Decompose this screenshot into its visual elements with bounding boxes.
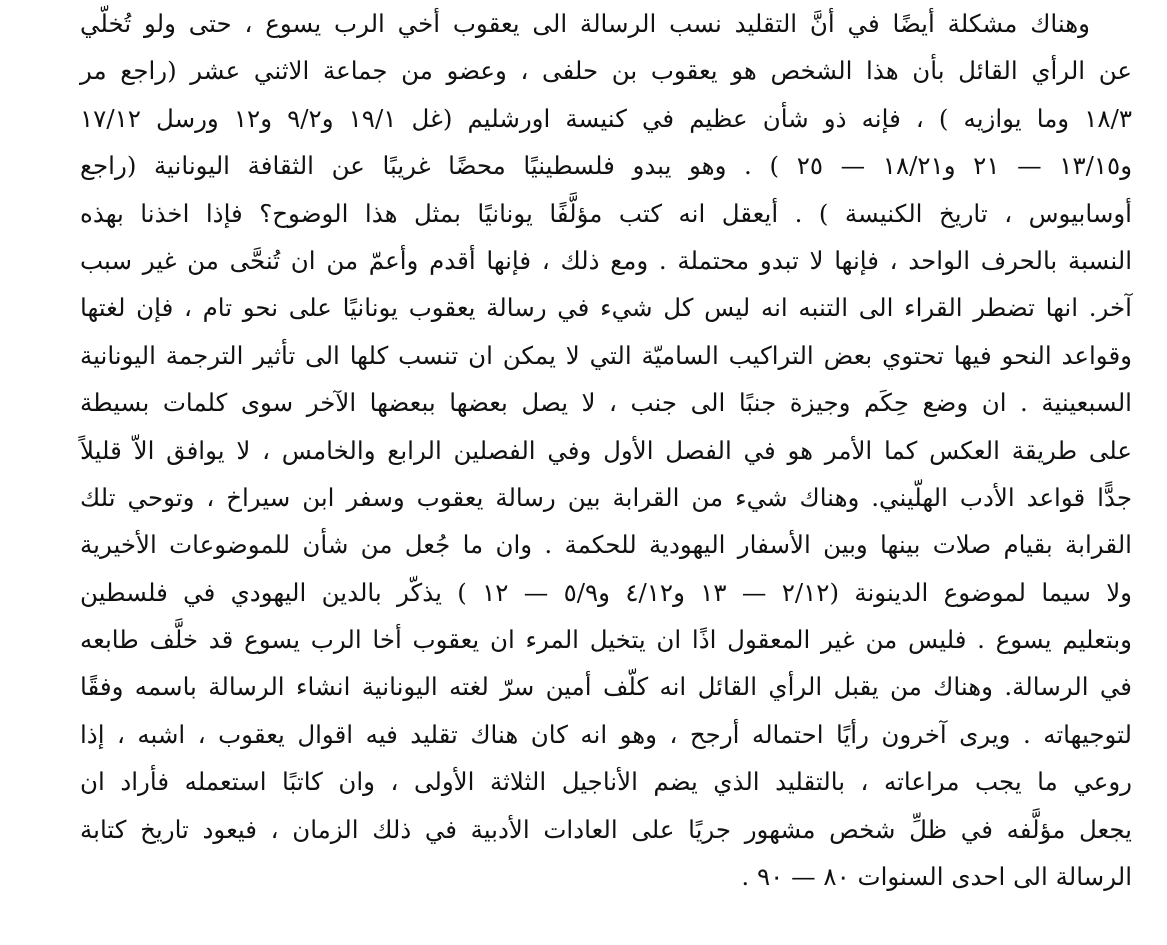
text-line: على طريقة العكس كما الأمر هو في الفصل الأول وفي الفصلين الرابع والخامس ، لا يوافق الاّ قليلاً (80, 435, 1132, 465)
text-line: روعي ما يجب مراعاته ، بالتقليد الذي يضم الأناجيل الثلاثة الأولى ، وان كاتبًا استعمله فأراد ان (80, 767, 1132, 797)
text-line: في الرسالة. وهناك من يقبل الرأي القائل انه كلّف أمين سرّ لغته اليونانية انشاء الرسالة باسمه وفقًا (80, 672, 1132, 702)
text-line: السبعينية . ان وضع حِكَم وجيزة جنبًا الى جنب ، لا يصل بعضها ببعضها الآخر سوى كلمات بسيطة (80, 388, 1132, 418)
text-line: و١٣/١٥ — ٢١ و١٨/٢١ — ٢٥ ) . وهو يبدو فلسطينيًا محضًا غريبًا عن الثقافة اليونانية (راجع (80, 151, 1133, 181)
text-line: آخر. انها تضطر القراء الى التنبه انه ليس كل شيء في رسالة يعقوب يونانيًا على نحو تام ، فإن لغتها (80, 293, 1132, 323)
text-line: جدًّا قواعد الأدب الهلّيني. وهناك شيء من القرابة بين رسالة يعقوب وسفر ابن سيراخ ، وتوحي تلك (80, 482, 1132, 512)
text-line: لتوجيهاته . ويرى آخرون رأيًا احتماله أرجح ، وهو انه كان هناك تقليد فيه اقوال يعقوب ، اشبه ، إذا (80, 719, 1132, 749)
text-line: الرسالة الى احدى السنوات ٨٠ — ٩٠ . (741, 862, 1132, 892)
text-line: وبتعليم يسوع . فليس من غير المعقول اذًا ان يتخيل المرء ان يعقوب أخا الرب يسوع قد خلَّف طابعه (80, 625, 1132, 655)
text-line: عن الرأي القائل بأن هذا الشخص هو يعقوب بن حلفى ، وعضو من جماعة الاثني عشر (راجع مر (80, 56, 1132, 86)
text-line: القرابة بقيام صلات بينها وبين الأسفار اليهودية للحكمة . وان ما جُعل من شأن للموضوعات الأخيرية (80, 530, 1132, 560)
body-paragraph (80, 0, 1132, 900)
text-line: يجعل مؤلَّفه في ظلِّ شخص مشهور جريًا على العادات الأدبية في ذلك الزمان ، فيعود تاريخ كتابة (80, 814, 1132, 844)
text-line: أوسابيوس ، تاريخ الكنيسة ) . أيعقل انه كتب مؤلَّفًا يونانيًا بمثل هذا الوضوح؟ فإذا اخذنا بهذه (80, 198, 1132, 228)
text-line: النسبة بالحرف الواحد ، فإنها لا تبدو محتملة . ومع ذلك ، فإنها أقدم وأعمّ من ان تُنحَّى من غير سبب (80, 245, 1132, 275)
text-line: وهناك مشكلة أيضًا في أنَّ التقليد نسب الرسالة الى يعقوب أخي الرب يسوع ، حتى ولو تُخلّي (80, 9, 1090, 38)
text-line: ولا سيما لموضوع الدينونة (٢/١٢ — ١٣ و٤/١٢ و٥/٩ — ١٢ ) يذكّر بالدين اليهودي في فلسطين (80, 577, 1133, 607)
text-line: ١٨/٣ وما يوازيه ) ، فإنه ذو شأن عظيم في كنيسة اورشليم (غل ١٩/١ و٩/٢ و١٢ ورسل ١٧/١٢ (80, 103, 1132, 133)
text-line: وقواعد النحو فيها تحتوي بعض التراكيب الساميّة التي لا يمكن ان تنسب كلها الى تأثير الترجمة اليونانية (80, 340, 1132, 370)
